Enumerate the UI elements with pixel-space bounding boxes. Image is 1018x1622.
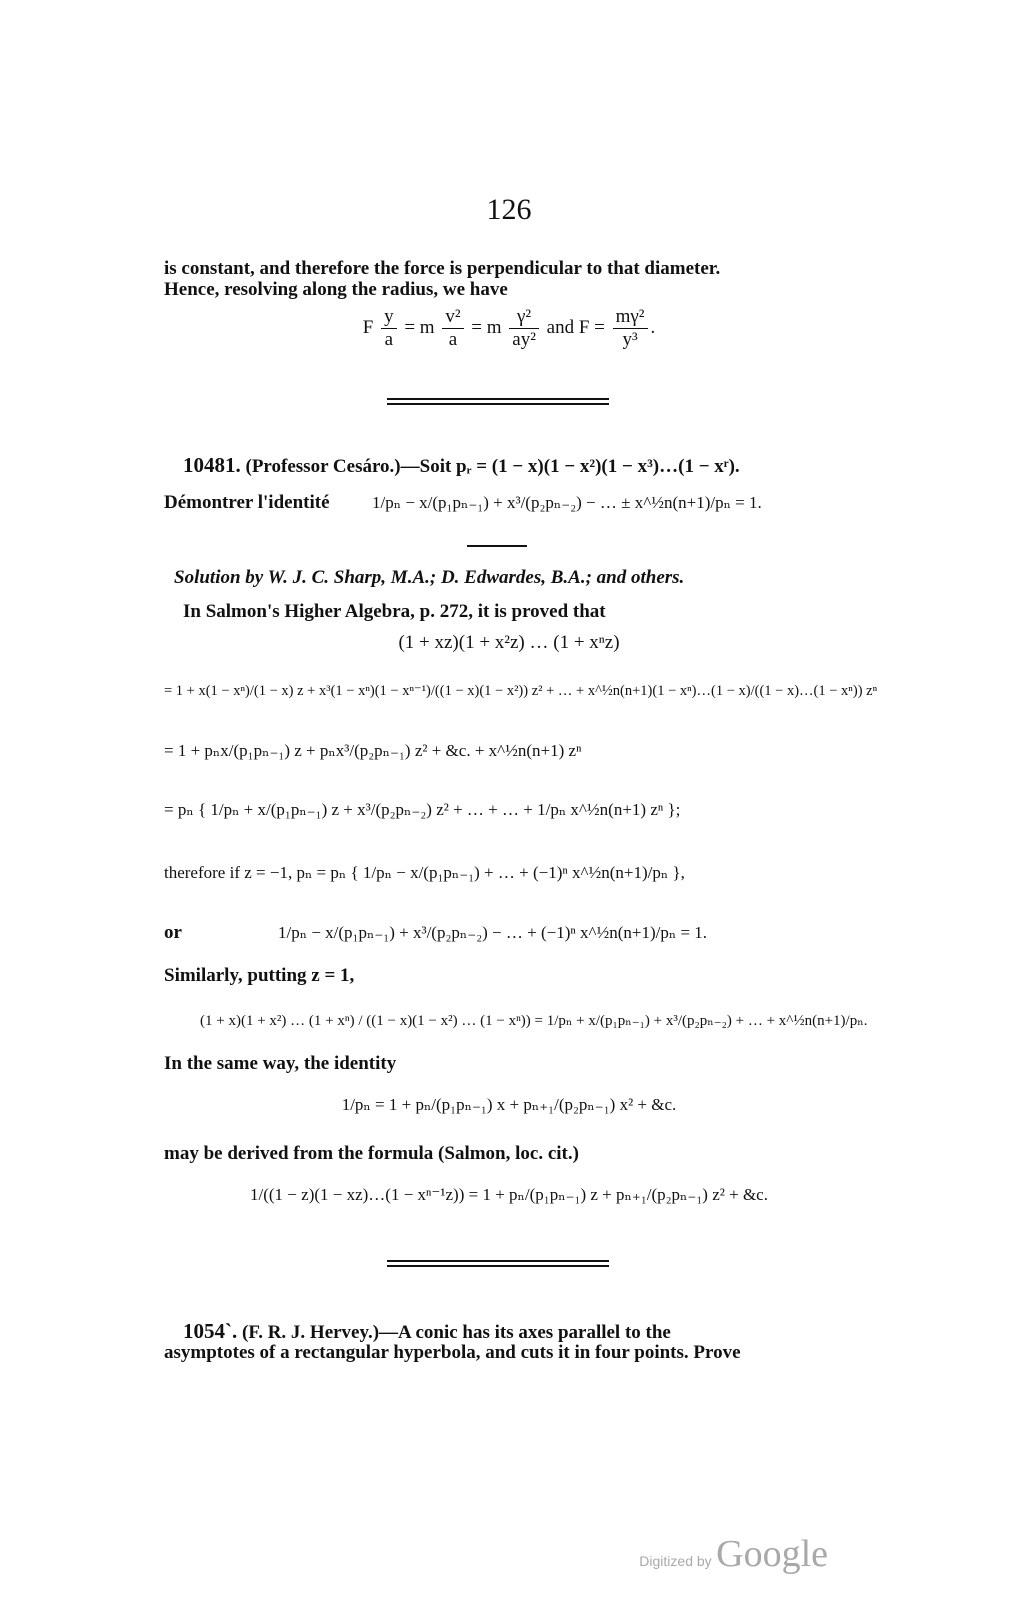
problem-header-text: (Professor Cesáro.)—Soit pᵣ = (1 − x)(1 − x²)(1 − x³)…(1 − xʳ). [245, 456, 740, 477]
identity-equation: 1/pₙ − x/(p₁pₙ₋₁) + x³/(p₂pₙ₋₂) − … ± x^½n(n+1)/pₙ = 1. [372, 493, 762, 512]
expansion-3: = pₙ { 1/pₙ + x/(p₁pₙ₋₁) z + x³/(p₂pₙ₋₂) z² + … + … + 1/pₙ x^½n(n+1) zⁿ }; [164, 800, 681, 819]
may-be-line: may be derived from the formula (Salmon, loc. cit.) [164, 1143, 579, 1164]
google-watermark [639, 1532, 828, 1576]
similarly-equation: (1 + x)(1 + x²) … (1 + xⁿ) / ((1 − x)(1 − x²) … (1 − xⁿ)) = 1/pₙ + x/(p₁pₙ₋₁) + x³/(p₂pₙ₋₂) + … + x^½n(n+1)/pₙ. [200, 1013, 868, 1029]
salmon-formula: 1/((1 − z)(1 − xz)…(1 − xⁿ⁻¹z)) = 1 + pₙ/(p₁pₙ₋₁) z + pₙ₊₁/(p₂pₙ₋₁) z² + &c. [250, 1185, 768, 1204]
product-expression: (1 + xz)(1 + x²z) … (1 + xⁿz) [398, 632, 620, 653]
problem-number: 10481. [183, 453, 241, 477]
fraction-v2-over-a: $\frac{\text{v²}}{a}$ [442, 306, 463, 351]
solution-text-1: In Salmon's Higher Algebra, p. 272, it is proved that [183, 601, 606, 622]
therefore-line: therefore if z = −1, pₙ = pₙ { 1/pₙ − x/(p₁pₙ₋₁) + … + (−1)ⁿ x^½n(n+1)/pₙ }, [164, 863, 685, 882]
section-divider [387, 398, 609, 405]
eq-f: F [362, 316, 374, 338]
short-rule [467, 545, 527, 547]
page-number: 126 [486, 193, 532, 226]
force-equation: F $\frac{y}{a}$ = m $\frac{\text{v²}}{a}$ = m $\frac{\text{γ²}}{\text{ay²}}$ and F = $\frac{\text{mγ²}}{\text{y³}}$ . [362, 306, 656, 350]
problem-1054-line-2: asymptotes of a rectangular hyperbola, and cuts it in four points. Prove [164, 1342, 741, 1363]
problem-10481-header [183, 454, 863, 478]
demonstrate-label: Démontrer l'identité [164, 492, 330, 513]
watermark-digitized-by: Digitized by [639, 1553, 712, 1569]
intro-line-2: Hence, resolving along the radius, we have [164, 279, 508, 300]
problem-2-text: (F. R. J. Hervey.)—A conic has its axes parallel to the [242, 1322, 671, 1343]
google-logo: Google [716, 1533, 828, 1575]
problem-1054-line-1 [183, 1320, 863, 1344]
identity-2: 1/pₙ = 1 + pₙ/(p₁pₙ₋₁) x + pₙ₊₁/(p₂pₙ₋₁) x² + &c. [341, 1095, 677, 1114]
fraction-gamma2-over-ay2: $\frac{\text{γ²}}{\text{ay²}}$ [509, 306, 539, 351]
expansion-1: = 1 + x(1 − xⁿ)/(1 − x) z + x³(1 − xⁿ)(1 − xⁿ⁻¹)/((1 − x)(1 − x²)) z² + … + x^½n(n+1)(1 − xⁿ)…(1 − x)/((1 − x)…(1 − xⁿ)) zⁿ [164, 683, 878, 699]
similarly-line: Similarly, putting z = 1, [164, 965, 355, 986]
same-way-line: In the same way, the identity [164, 1053, 397, 1074]
or-equation: 1/pₙ − x/(p₁pₙ₋₁) + x³/(p₂pₙ₋₂) − … + (−1)ⁿ x^½n(n+1)/pₙ = 1. [278, 923, 708, 942]
expansion-2: = 1 + pₙx/(p₁pₙ₋₁) z + pₙx³/(p₂pₙ₋₁) z² + &c. + x^½n(n+1) zⁿ [164, 741, 582, 760]
section-divider-2 [387, 1260, 609, 1267]
intro-line-1: is constant, and therefore the force is perpendicular to that diameter. [164, 258, 721, 279]
solution-heading: Solution by W. J. C. Sharp, M.A.; D. Edwardes, B.A.; and others. [174, 567, 685, 588]
or-label: or [164, 922, 182, 943]
problem-number-2: 1054`. [183, 1319, 238, 1343]
fraction-y-over-a: $\frac{y}{a}$ [381, 306, 397, 351]
fraction-mgamma2-over-y3: $\frac{\text{mγ²}}{\text{y³}}$ [613, 306, 648, 351]
